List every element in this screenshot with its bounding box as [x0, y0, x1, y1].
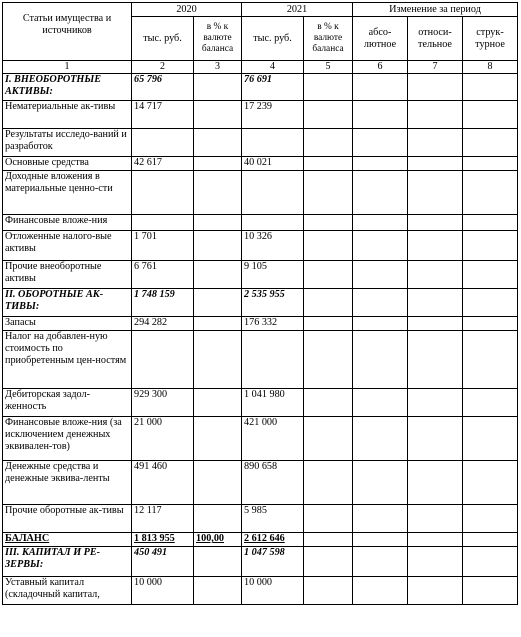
header-pct-2020: в % к валюте баланса: [194, 17, 242, 61]
value-2020: 491 460: [132, 461, 194, 505]
header-relative: относи-тельное: [408, 17, 463, 61]
column-number: 7: [408, 61, 463, 74]
value-2021: 10 326: [242, 231, 304, 261]
value-2021: 9 105: [242, 261, 304, 289]
change-relative: [408, 417, 463, 461]
column-number: 5: [304, 61, 353, 74]
percent-2020: [194, 547, 242, 577]
value-2021: 1 041 980: [242, 389, 304, 417]
change-relative: [408, 171, 463, 215]
table-row: [3, 577, 518, 605]
change-relative: [408, 547, 463, 577]
change-structural: [463, 101, 518, 129]
change-absolute: [353, 157, 408, 171]
value-2020: [132, 171, 194, 215]
percent-2021: [304, 389, 353, 417]
percent-2020: [194, 505, 242, 533]
percent-2020: [194, 389, 242, 417]
row-name: Отложенные налого-вые активы: [3, 231, 132, 261]
change-structural: [463, 231, 518, 261]
table-row: [3, 215, 518, 231]
percent-2020: [194, 289, 242, 317]
table-row: [3, 101, 518, 129]
balance-table-body: [3, 3, 518, 605]
change-relative: [408, 389, 463, 417]
change-absolute: [353, 533, 408, 547]
column-number: 2: [132, 61, 194, 74]
value-2021: [242, 129, 304, 157]
header-thous-2020: тыс. руб.: [132, 17, 194, 61]
percent-2020: [194, 171, 242, 215]
percent-2020: [194, 101, 242, 129]
change-absolute: [353, 171, 408, 215]
change-relative: [408, 231, 463, 261]
row-name: III. КАПИТАЛ И РЕ-ЗЕРВЫ:: [3, 547, 132, 577]
change-relative: [408, 289, 463, 317]
change-absolute: [353, 547, 408, 577]
change-structural: [463, 461, 518, 505]
percent-2020: [194, 577, 242, 605]
value-2020: 450 491: [132, 547, 194, 577]
change-structural: [463, 261, 518, 289]
value-2021: [242, 171, 304, 215]
value-2020: 6 761: [132, 261, 194, 289]
change-absolute: [353, 101, 408, 129]
change-relative: [408, 331, 463, 389]
value-2021: [242, 331, 304, 389]
percent-2020: [194, 74, 242, 101]
change-absolute: [353, 577, 408, 605]
percent-2021: [304, 129, 353, 157]
balance-table: [2, 2, 518, 605]
change-structural: [463, 289, 518, 317]
table-row: [3, 417, 518, 461]
change-relative: [408, 74, 463, 101]
section-row: [3, 547, 518, 577]
column-number: 3: [194, 61, 242, 74]
table-row: [3, 505, 518, 533]
header-year-2021: 2021: [242, 3, 353, 17]
column-number: 4: [242, 61, 304, 74]
header-year-2020: 2020: [132, 3, 242, 17]
change-absolute: [353, 289, 408, 317]
header-item-column: Статьи имущества и источников: [3, 3, 132, 61]
percent-2020: [194, 331, 242, 389]
percent-2020: [194, 157, 242, 171]
value-2021: 421 000: [242, 417, 304, 461]
column-number: 6: [353, 61, 408, 74]
header-structural: струк-турное: [463, 17, 518, 61]
table-row: [3, 331, 518, 389]
value-2020: 1 701: [132, 231, 194, 261]
value-2020: 1 813 955: [132, 533, 194, 547]
change-absolute: [353, 215, 408, 231]
row-name: Нематериальные ак-тивы: [3, 101, 132, 129]
value-2020: [132, 129, 194, 157]
header-absolute: абсо-лютное: [353, 17, 408, 61]
percent-2021: [304, 505, 353, 533]
column-number: 1: [3, 61, 132, 74]
change-relative: [408, 577, 463, 605]
change-structural: [463, 215, 518, 231]
table-row: [3, 317, 518, 331]
percent-2021: [304, 417, 353, 461]
percent-2021: [304, 577, 353, 605]
change-absolute: [353, 261, 408, 289]
value-2020: 294 282: [132, 317, 194, 331]
change-structural: [463, 505, 518, 533]
table-row: [3, 461, 518, 505]
change-structural: [463, 317, 518, 331]
percent-2021: [304, 289, 353, 317]
row-name: Прочие внеоборотные активы: [3, 261, 132, 289]
percent-2021: [304, 157, 353, 171]
change-absolute: [353, 505, 408, 533]
percent-2020: [194, 461, 242, 505]
percent-2021: [304, 547, 353, 577]
table-row: [3, 261, 518, 289]
change-relative: [408, 101, 463, 129]
change-relative: [408, 317, 463, 331]
row-name: БАЛАНС: [3, 533, 132, 547]
row-name: Основные средства: [3, 157, 132, 171]
change-relative: [408, 505, 463, 533]
row-name: Дебиторская задол-женность: [3, 389, 132, 417]
column-number: 8: [463, 61, 518, 74]
change-structural: [463, 74, 518, 101]
table-row: [3, 157, 518, 171]
value-2020: 1 748 159: [132, 289, 194, 317]
value-2020: 12 117: [132, 505, 194, 533]
value-2020: 929 300: [132, 389, 194, 417]
percent-2020: [194, 417, 242, 461]
section-row: [3, 289, 518, 317]
value-2020: 10 000: [132, 577, 194, 605]
table-row: [3, 389, 518, 417]
row-name: Денежные средства и денежные эквива-ленты: [3, 461, 132, 505]
total-row: [3, 533, 518, 547]
value-2021: [242, 215, 304, 231]
row-name: Результаты исследо-ваний и разработок: [3, 129, 132, 157]
row-name: Доходные вложения в материальные ценно-сти: [3, 171, 132, 215]
percent-2020: [194, 231, 242, 261]
value-2020: [132, 215, 194, 231]
row-name: Уставный капитал (складочный капитал,: [3, 577, 132, 605]
change-absolute: [353, 389, 408, 417]
row-name: Запасы: [3, 317, 132, 331]
percent-2021: [304, 533, 353, 547]
change-structural: [463, 389, 518, 417]
change-structural: [463, 171, 518, 215]
value-2021: 2 535 955: [242, 289, 304, 317]
change-relative: [408, 261, 463, 289]
header-change: Изменение за период: [353, 3, 518, 17]
change-absolute: [353, 317, 408, 331]
percent-2020: 100,00: [194, 533, 242, 547]
change-absolute: [353, 461, 408, 505]
header-row-years: [3, 3, 518, 17]
column-number-row: [3, 61, 518, 74]
change-structural: [463, 577, 518, 605]
header-pct-2021: в % к валюте баланса: [304, 17, 353, 61]
change-structural: [463, 417, 518, 461]
change-relative: [408, 215, 463, 231]
percent-2021: [304, 74, 353, 101]
percent-2020: [194, 129, 242, 157]
row-name: Финансовые вложе-ния: [3, 215, 132, 231]
row-name: Налог на добавлен-ную стоимость по приобретенным цен-ностям: [3, 331, 132, 389]
header-thous-2021: тыс. руб.: [242, 17, 304, 61]
value-2020: 21 000: [132, 417, 194, 461]
change-relative: [408, 157, 463, 171]
percent-2021: [304, 261, 353, 289]
change-absolute: [353, 231, 408, 261]
section-row: [3, 74, 518, 101]
value-2021: 76 691: [242, 74, 304, 101]
row-name: II. ОБОРОТНЫЕ АК-ТИВЫ:: [3, 289, 132, 317]
value-2020: 65 796: [132, 74, 194, 101]
change-absolute: [353, 129, 408, 157]
value-2021: 176 332: [242, 317, 304, 331]
percent-2021: [304, 171, 353, 215]
row-name: I. ВНЕОБОРОТНЫЕ АКТИВЫ:: [3, 74, 132, 101]
row-name: Финансовые вложе-ния (за исключением денежных эквивален-тов): [3, 417, 132, 461]
percent-2021: [304, 317, 353, 331]
change-relative: [408, 129, 463, 157]
table-row: [3, 231, 518, 261]
change-structural: [463, 331, 518, 389]
change-structural: [463, 533, 518, 547]
value-2021: 40 021: [242, 157, 304, 171]
change-absolute: [353, 417, 408, 461]
percent-2021: [304, 331, 353, 389]
table-row: [3, 171, 518, 215]
percent-2021: [304, 215, 353, 231]
table-row: [3, 129, 518, 157]
change-structural: [463, 157, 518, 171]
change-relative: [408, 461, 463, 505]
change-structural: [463, 547, 518, 577]
value-2021: 890 658: [242, 461, 304, 505]
percent-2020: [194, 215, 242, 231]
value-2021: 17 239: [242, 101, 304, 129]
percent-2021: [304, 461, 353, 505]
change-absolute: [353, 331, 408, 389]
value-2020: [132, 331, 194, 389]
value-2021: 5 985: [242, 505, 304, 533]
change-relative: [408, 533, 463, 547]
percent-2021: [304, 231, 353, 261]
row-name: Прочие оборотные ак-тивы: [3, 505, 132, 533]
value-2021: 10 000: [242, 577, 304, 605]
change-absolute: [353, 74, 408, 101]
value-2021: 2 612 646: [242, 533, 304, 547]
percent-2020: [194, 317, 242, 331]
value-2021: 1 047 598: [242, 547, 304, 577]
percent-2021: [304, 101, 353, 129]
value-2020: 42 617: [132, 157, 194, 171]
percent-2020: [194, 261, 242, 289]
value-2020: 14 717: [132, 101, 194, 129]
change-structural: [463, 129, 518, 157]
